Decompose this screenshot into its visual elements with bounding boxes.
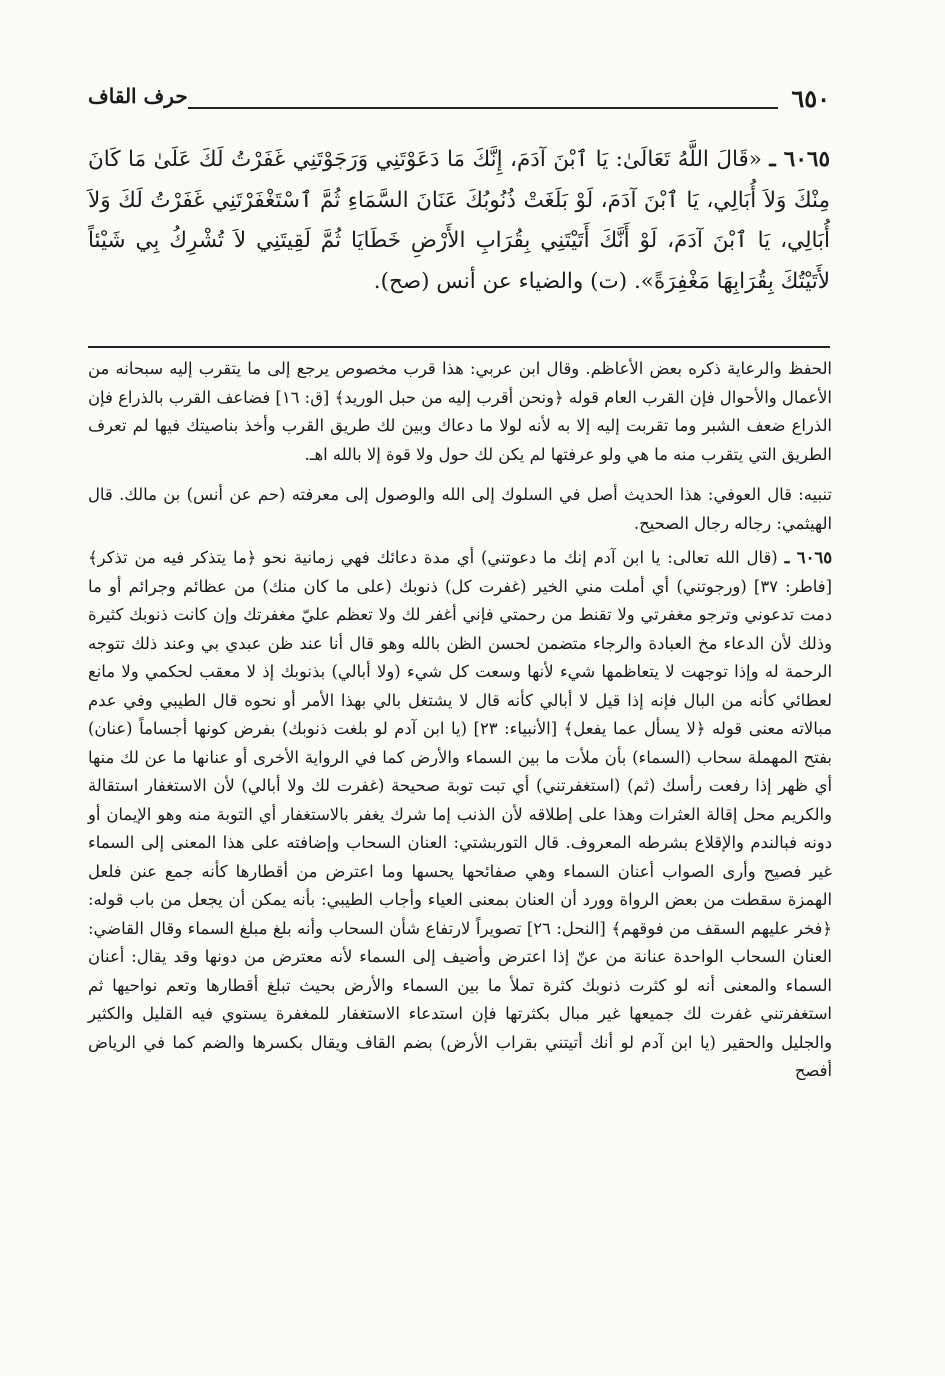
commentary (88, 355, 832, 1086)
header-rule (188, 107, 778, 109)
commentary-paragraph-2: تنبيه: قال العوفي: هذا الحديث أصل في السلوك إلى الله والوصول إلى معرفته (حم عن أنس) بن مالك. قال الهيثمي: رجاله رجال الصحيح. (88, 485, 832, 533)
hadith-body: «قَالَ اللَّهُ تَعَالَىٰ: يَا ٱبْنَ آدَمَ، إِنَّكَ مَا دَعَوْتَنِي وَرَجَوْتَنِي غَفَرْتُ لَكَ عَلَىٰ مَا كَانَ مِنْكَ وَلاَ أُبَالِي، يَا ٱبْنَ آدَمَ، لَوْ بَلَغَتْ ذُنُوبُكَ عَنَانَ السَّمَاءِ ثُمَّ ٱسْتَغْفَرْتَنِي غَفَرْتُ لَكَ وَلاَ أُبَالِي، يَا ٱبْنَ آدَمَ، لَوْ أَنَّكَ أَتَيْتَنِي بِقُرَابِ الأَرْضِ خَطَايَا ثُمَّ لَقِيتَنِي لاَ تُشْرِكُ بِي شَيْئاً لأَتَيْتُكَ بِقُرَابِهَا مَغْفِرَةً». (ت) والضياء عن أنس (صح). (88, 147, 830, 294)
commentary-paragraph-1: الحفظ والرعاية ذكره بعض الأعاظم. وقال ابن عربي: هذا قرب مخصوص يرجع إلى ما يتقرب إليه سبحانه من الأعمال والأحوال فإن القرب العام قوله ﴿ونحن أقرب إليه من حبل الوريد﴾ [ق: ١٦] فضاعف القرب بالذراع فإن الذراع ضعف الشبر وما تقربت إليه إلا به لأنه لولا ما دعاك وبين لك طريق القرب وأخذ بناصيتك فيها لم تعرف الطريق التي يتقرب منه ما هي ولو عرفتها لم يكن لك حول ولا قوة إلا بالله اهـ. (88, 359, 832, 464)
footnote-divider (88, 346, 830, 348)
hadith-text (88, 140, 830, 302)
commentary-hadith-number: ٦٠٦٥ ـ (784, 548, 833, 567)
running-title: حرف القاف (88, 84, 188, 108)
hadith-number: ٦٠٦٥ ـ (769, 147, 830, 172)
commentary-paragraph-3-text: (قال الله تعالى: يا ابن آدم إنك ما دعوتني) أي مدة دعائك فهي زمانية نحو ﴿ما يتذكر فيه من تذكر﴾ [فاطر: ٣٧] (ورجوتني) أي أملت مني الخير (غفرت كل) ذنوبك (على ما كان منك) من عظائم وجرائم أو ما دمت تدعوني وترجو مغفرتي ولا تقنط من رحمتي فإني أغفر لك ولا تعظم عليّ مغفرتك وإن كانت ذنوبك كثيرة وذلك لأن الدعاء مخ العبادة والرجاء متضمن لحسن الظن بالله وهو قال أنا عند ظن عبدي بي وعند ذلك تتوجه الرحمة له وإذا توجهت لا يتعاظمها شيء لأنها وسعت كل شيء (ولا أبالي) بذنوبك إذ لا معقب لحكمي ولا مانع لعطائي كأنه من البال فإنه إذا قيل لا أبالي كأنه قال لا يشتغل بالي بهذا الأمر أو نحوه قال الطيبي وفي عدم مبالاته معنى قوله ﴿لا يسأل عما يفعل﴾ [الأنبياء: ٢٣] (يا ابن آدم لو بلغت ذنوبك) بفرض كونها أجساماً (عنان) بفتح المهملة سحاب (السماء) بأن ملأت ما بين السماء والأرض كما في الرواية الأخرى أو عنانها ما عن لك منها أي ظهر إذا رفعت رأسك (ثم) (استغفرتني) أي تبت توبة صحيحة (غفرت لك ولا أبالي) لأن الاستغفار استقالة والكريم محل إقالة العثرات وهذا على إطلاقه لأن الذنب إما شرك يغفر بالاستغفار أي التوبة منه وهو الإيمان أو دونه فبالندم والإقلاع بشرطه المعروف. قال التوربشتي: العنان السحاب وإضافته على هذا المعنى إلى السماء غير فصيح وأرى الصواب أعنان السماء وهي صفائحها يحسها وما اعترض من أقطارها كأنه جمع عنن فلعل الهمزة سقطت من بعض الرواة وورد أن العنان بمعنى العياء وأجاب الطيبي: بأنه يمكن أن يجعل من باب قوله: ﴿فخر عليهم السقف من فوقهم﴾ [النحل: ٢٦] تصويراً لارتفاع شأن السحاب وأنه بلغ مبلغ السماء وقال القاضي: العنان السحاب الواحدة عنانة من عنّ إذا اعترض وأضيف إلى السماء لأنه معترض من دونها وقد يقال: أعنان السماء والمعنى أنه لو كثرت ذنوبك كثرة تملأ ما بين السماء والأرض بحيث تبلغ أقطارها وتعم نواحيها ثم استغفرتني غفرت لك جميعها غير مبال بكثرتها فإن استدعاء الاستغفار للمغفرة يستوي فيه القليل والكثير والجليل والحقير (يا ابن آدم لو أنك أتيتني بقراب الأرض) بضم القاف ويقال بكسرها والضم كما في الرياض أفصح (88, 548, 832, 1080)
commentary-paragraph-3 (88, 544, 832, 1086)
page-number: ٦٥٠ (791, 84, 830, 113)
page-header (88, 84, 830, 118)
